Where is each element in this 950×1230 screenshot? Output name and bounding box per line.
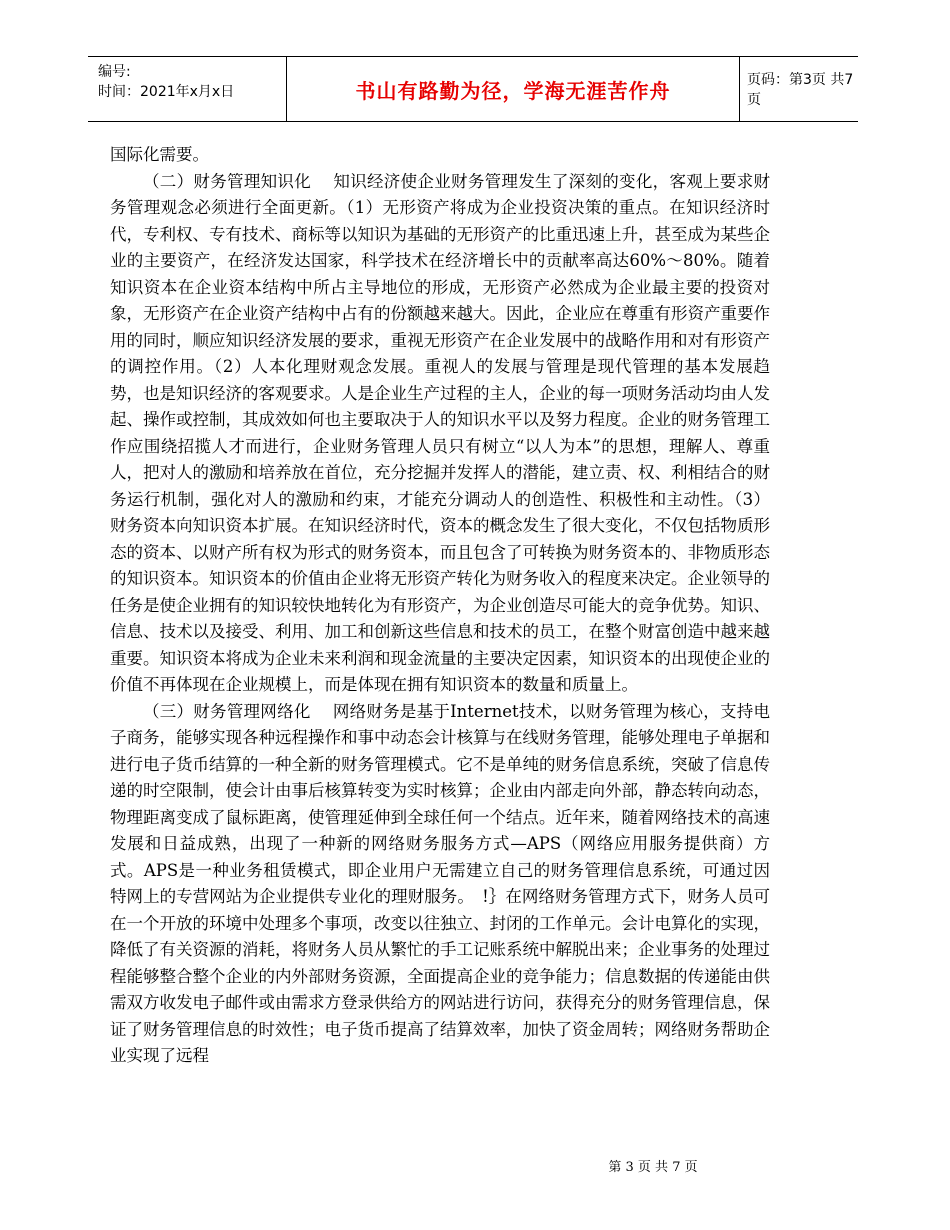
header-motto: 书山有路勤为径，学海无涯苦作舟: [355, 78, 671, 103]
section-financial-network: （三）财务管理网络化 网络财务是基于Internet技术，以财务管理为核心，支持电子商务，能够实现各种远程操作和事中动态会计核算与在线财务管理，能够处理电子单据和进行电子货币结算的一种全新的财务管理模式。它不是单纯的财务信息系统，突破了信息传递的时空限制，使会计由事后核算转变为实时核算；企业由内部走向外部，静态转向动态，物理距离变成了鼠标距离，使管理延伸到全球任何一个结点。近年来，随着网络技术的高速发展和日益成熟，出现了一种新的网络财务服务方式—APS（网络应用服务提供商）方式。APS是一种业务租赁模式，即企业用户无需建立自己的财务管理信息系统，可通过因特网上的专营网站为企业提供专业化的理财服务。 !｝在网络财务管理方式下，财务人员可在一个开放的环境中处理多个事项，改变以往独立、封闭的工作单元。会计电算化的实现，降低了有关资源的消耗，将财务人员从繁忙的手工记账系统中解脱出来；企业事务的处理过程能够整合整个企业的内外部财务资源，全面提高企业的竞争能力；信息数据的传递能由供需双方收发电子邮件或由需求方登录供给方的网站进行访问，获得充分的财务管理信息，保证了财务管理信息的时效性；电子货币提高了结算效率，加快了资金周转；网络财务帮助企业实现了远程: [110, 701, 770, 1065]
document-date: 时间：2021年x月x日: [98, 84, 235, 100]
footer-page-number: 第 3 页 共 7 页: [608, 1160, 698, 1175]
document-body: [110, 142, 770, 1070]
document-number-label: 编号:: [98, 64, 131, 80]
header-page-number: 页码：第3页 共7页: [747, 72, 854, 108]
page-header: [88, 56, 858, 122]
header-motto-cell: [286, 57, 740, 121]
header-meta: [88, 57, 286, 121]
page-footer: [0, 1156, 950, 1175]
section-financial-knowledge: （二）财务管理知识化 知识经济使企业财务管理发生了深刻的变化，客观上要求财务管理观念必须进行全面更新。（1）无形资产将成为企业投资决策的重点。在知识经济时代，专利权、专有技术、商标等以知识为基础的无形资产的比重迅速上升，甚至成为某些企业的主要资产，在经济发达国家，科学技术在经济增长中的贡献率高达60%～80%。随着知识资本在企业资本结构中所占主导地位的形成，无形资产必然成为企业最主要的投资对象，无形资产在企业资产结构中占有的份额越来越大。因此，企业应在尊重有形资产重要作用的同时，顺应知识经济发展的要求，重视无形资产在企业发展中的战略作用和对有形资产的调控作用。（2）人本化理财观念发展。重视人的发展与管理是现代管理的基本发展趋势，也是知识经济的客观要求。人是企业生产过程的主人，企业的每一项财务活动均由人发起、操作或控制，其成效如何也主要取决于人的知识水平以及努力程度。企业的财务管理工作应围绕招揽人才而进行，企业财务管理人员只有树立“以人为本”的思想，理解人、尊重人，把对人的激励和培养放在首位，充分挖掘并发挥人的潜能，建立责、权、利相结合的财务运行机制，强化对人的激励和约束，才能充分调动人的创造性、积极性和主动性。（3）财务资本向知识资本扩展。在知识经济时代，资本的概念发生了很大变化，不仅包括物质形态的资本、以财产所有权为形式的财务资本，而且包含了可转换为财务资本的、非物质形态的知识资本。知识资本的价值由企业将无形资产转化为财务收入的程度来决定。企业领导的任务是使企业拥有的知识较快地转化为有形资产，为企业创造尽可能大的竞争优势。知识、信息、技术以及接受、利用、加工和创新这些信息和技术的员工，在整个财富创造中越来越重要。知识资本将成为企业未来利润和现金流量的主要决定因素，知识资本的出现使企业的价值不再体现在企业规模上，而是体现在拥有知识资本的数量和质量上。: [110, 171, 770, 694]
continuation-paragraph: 国际化需要。: [110, 145, 209, 164]
header-page-cell: [739, 57, 858, 121]
